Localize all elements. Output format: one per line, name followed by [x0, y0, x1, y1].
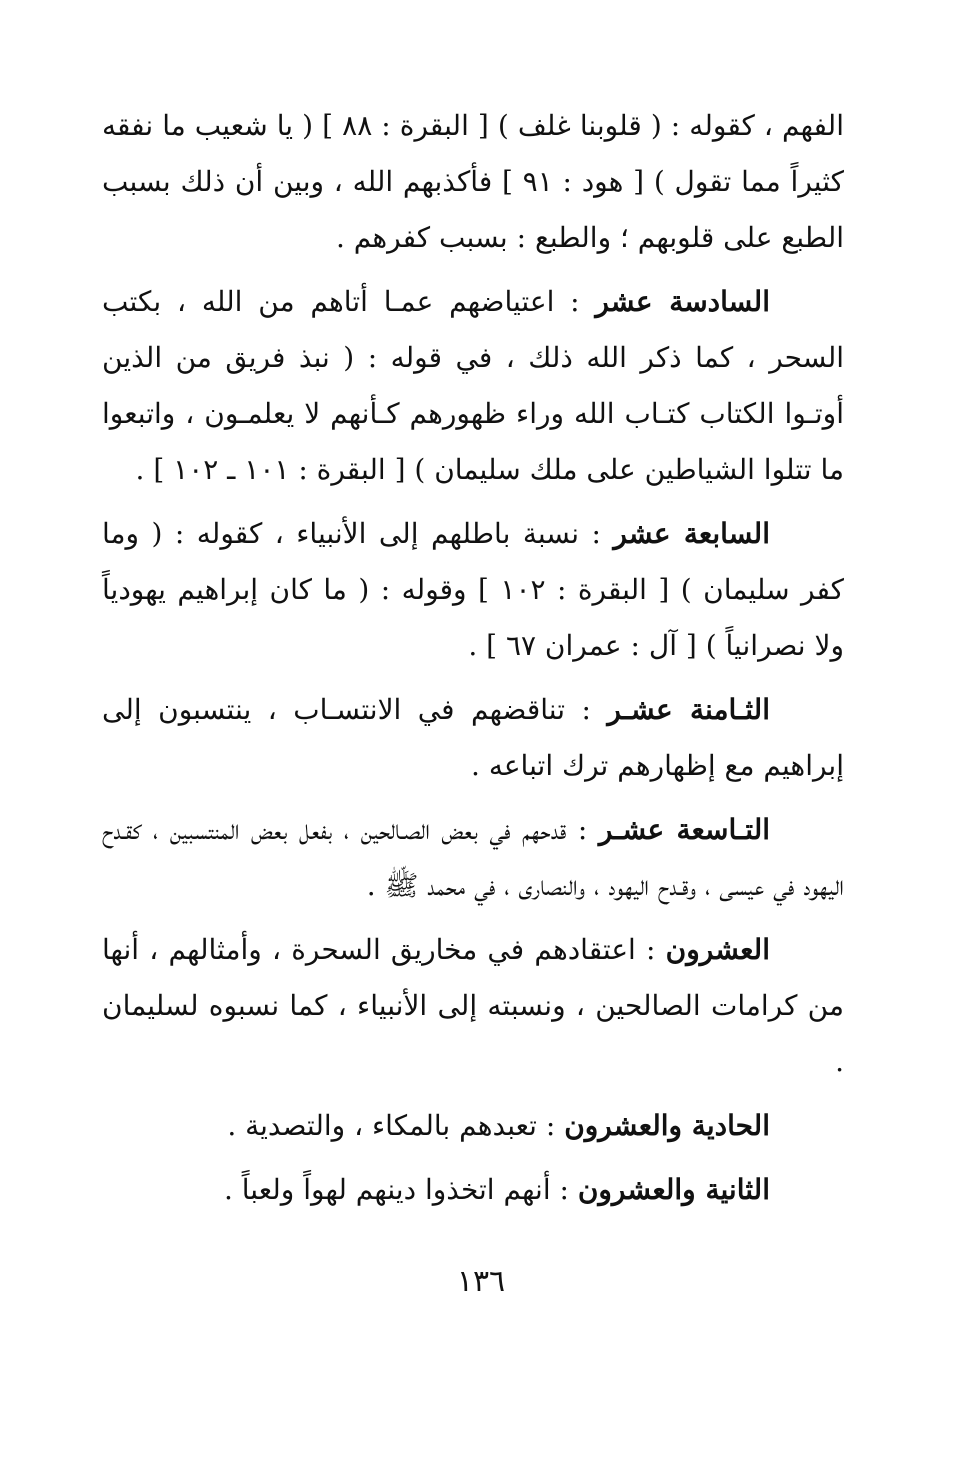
paragraph-lead: الثانية والعشرون	[577, 1173, 770, 1206]
paragraph-text: : تناقضهم في الانتسـاب ، ينتسبون إلى إبراهيم مع إظهارهم ترك اتباعه .	[102, 693, 844, 782]
paragraph-item-16	[102, 274, 844, 498]
paragraph-lead: العشرون	[665, 933, 770, 966]
page-body	[102, 98, 844, 1226]
paragraph-lead: السادسة عشر	[595, 285, 770, 318]
paragraph-lead: السابعة عشر	[613, 517, 770, 550]
paragraph-text: الفهم ، كقوله : ( قلوبنا غلف ) [ البقرة : ٨٨ ] ( يا شعيب ما نفقه كثيراً مما تقول ) [ هود : ٩١ ] فأكذبهم الله ، وبين أن ذلك بسبب الطبع على قلوبهم ؛ والطبع : بسبب كفرهم .	[102, 109, 845, 254]
paragraph-text: : أنهم اتخذوا دينهم لهواً ولعباً .	[223, 1173, 578, 1206]
paragraph-lead: الحادية والعشرون	[564, 1109, 770, 1142]
paragraph-lead: الثـامنة عشـر	[607, 693, 770, 726]
paragraph-text: : اعتقادهم في مخاريق السحرة ، وأمثالهم ، أنها من كرامات الصالحين ، ونسبته إلى الأنبياء ، كما نسبوه لسليمان .	[102, 933, 844, 1078]
paragraph-text: : نسبة باطلهم إلى الأنبياء ، كقوله : ( وما كفر سليمان ) [ البقرة : ١٠٢ ] وقوله : ( ما كان إبراهيم يهودياً ولا نصرانياً ) [ آل : عمران ٦٧ ] .	[102, 517, 844, 662]
paragraph-lead: التـاسعة عشـر	[598, 813, 771, 846]
paragraph-text: : قدحهم في بعض الصـالحين ، بفعل بعض المنتسبين ، كقـدح اليهود في عيسى ، وقـدح اليهود ، والنصارى ، في محمد ﷺ .	[102, 813, 844, 902]
paragraph-item-20	[102, 922, 844, 1090]
paragraph-item-22	[102, 1162, 844, 1218]
paragraph-item-18	[102, 682, 844, 794]
paragraph-text: : تعبدهم بالمكاء ، والتصدية .	[227, 1109, 565, 1142]
page-number: ١٣٦	[456, 1264, 506, 1299]
paragraph-item-21	[102, 1098, 844, 1154]
paragraph-intro	[102, 98, 844, 266]
paragraph-item-17	[102, 506, 844, 674]
paragraph-text: : اعتياضهم عمـا أتاهم من الله ، بكتب السحر ، كما ذكر الله ذلك ، في قوله : ( نبذ فريق من الذين أوتـوا الكتاب كتـاب الله وراء ظهورهم كـأنهم لا يعلمـون ، واتبعوا ما تتلوا الشياطين على ملك سليمان ) [ البقرة : ١٠١ ـ ١٠٢ ] .	[102, 285, 844, 486]
paragraph-item-19	[102, 802, 844, 914]
